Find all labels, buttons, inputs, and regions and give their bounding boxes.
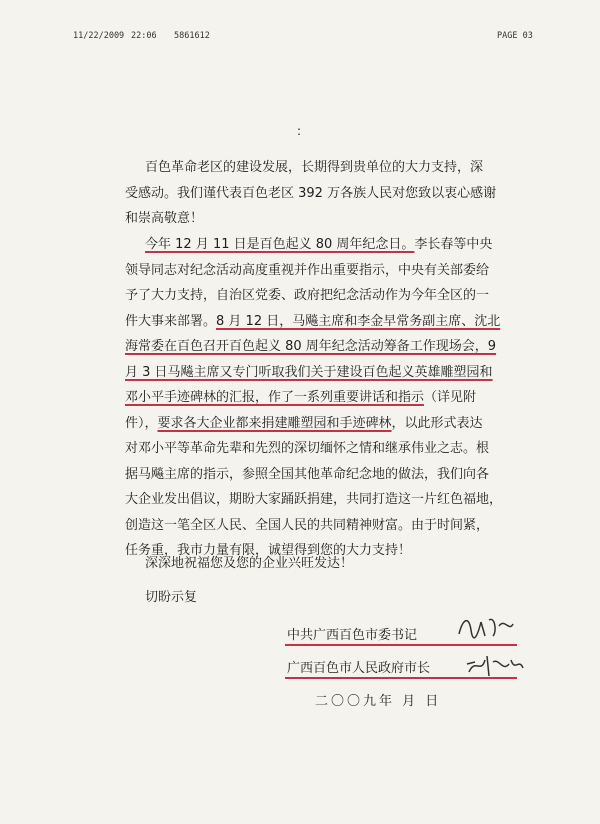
letter-line <box>125 208 203 230</box>
letter-line <box>125 311 500 333</box>
fax-time: 22:06 <box>131 31 157 41</box>
letter-line <box>125 362 493 384</box>
letter-line <box>125 413 483 435</box>
fax-header <box>0 31 600 45</box>
text-segment: 领导同志对纪念活动高度重视并作出重要指示，中央有关部委给 <box>125 262 490 278</box>
letter-line <box>125 285 489 307</box>
letter-line <box>145 157 483 179</box>
text-segment: （详见附 <box>424 390 477 405</box>
underlined-text: 海常委在百色召开百色起义 80 周年纪念活动筹备工作现场会，9 <box>125 339 497 354</box>
text-segment: 和崇高敬意！ <box>125 211 204 226</box>
underlined-text: 今年 12 月 11 日是百色起义 80 周年纪念日。 <box>145 237 415 252</box>
signature-underline-1 <box>285 644 517 646</box>
signature-title-secretary: 中共广西百色市委书记 <box>287 628 418 643</box>
colon-mark: : <box>297 124 302 138</box>
text-segment: 受感动。我们谨代表百色老区 392 万各族人民对您致以衷心感谢 <box>125 185 497 201</box>
text-segment: 切盼示复 <box>145 590 198 605</box>
letter-line <box>125 464 489 486</box>
text-segment: 对邓小平等革命先辈和先烈的深切缅怀之情和继承伟业之志。根 <box>125 441 490 456</box>
text-segment: 据马飚主席的指示，参照全国其他革命纪念地的做法，我们向各 <box>125 466 490 482</box>
text-segment: 件）， <box>125 415 158 431</box>
underlined-text: 月 3 日马飚主席又专门听取我们关于建设百色起义英雄雕塑园和 <box>125 364 493 380</box>
text-segment: 李长春等中央 <box>414 237 493 252</box>
letter-line <box>145 234 492 256</box>
letter-line <box>125 260 489 282</box>
text-segment: 深深地祝福您及您的企业兴旺发达！ <box>145 556 354 571</box>
text-segment: 百色革命老区的建设发展，长期得到贵单位的大力支持，深 <box>145 160 484 175</box>
text-segment: 创造这一笔全区人民、全国人民的共同精神财富。由于时间紧， <box>125 517 490 533</box>
letter-line <box>145 553 353 575</box>
letter-line <box>145 587 197 609</box>
letter-line <box>125 336 496 358</box>
letter-line <box>125 183 496 205</box>
fax-page-label: PAGE 03 <box>497 31 533 41</box>
underlined-text: 邓小平手迹碑林的汇报，作了一系列重要讲话和指示 <box>125 390 425 405</box>
letter-line <box>125 438 489 460</box>
letter-line <box>125 387 476 409</box>
underlined-text: 8 月 12 日，马飚主席和李金早常务副主席、沈北 <box>216 313 501 329</box>
fax-number: 5861612 <box>174 31 210 41</box>
signature-mark-secretary <box>455 612 517 642</box>
underlined-text: 要求各大企业都来捐建雕塑园和手迹碑林 <box>157 415 392 431</box>
text-segment: 予了大力支持，自治区党委、政府把纪念活动作为今年全区的一 <box>125 288 490 303</box>
letter-line <box>125 489 502 511</box>
signature-mark-mayor <box>463 650 525 680</box>
text-segment: 大企业发出倡议，期盼大家踊跃捐建，共同打造这一片红色福地， <box>125 492 503 507</box>
signature-title-mayor: 广西百色市人民政府市长 <box>287 661 431 676</box>
text-segment: 件大事来部署。 <box>125 313 217 329</box>
text-segment: ，以此形式表达 <box>391 415 483 431</box>
letter-line <box>125 515 489 537</box>
fax-date: 11/22/2009 <box>73 31 125 41</box>
closing-date: 二〇〇九年 月 日 <box>315 694 442 709</box>
text-segment: 任务重，我市力量有限，诚望得到您的大力支持！ <box>125 543 412 558</box>
